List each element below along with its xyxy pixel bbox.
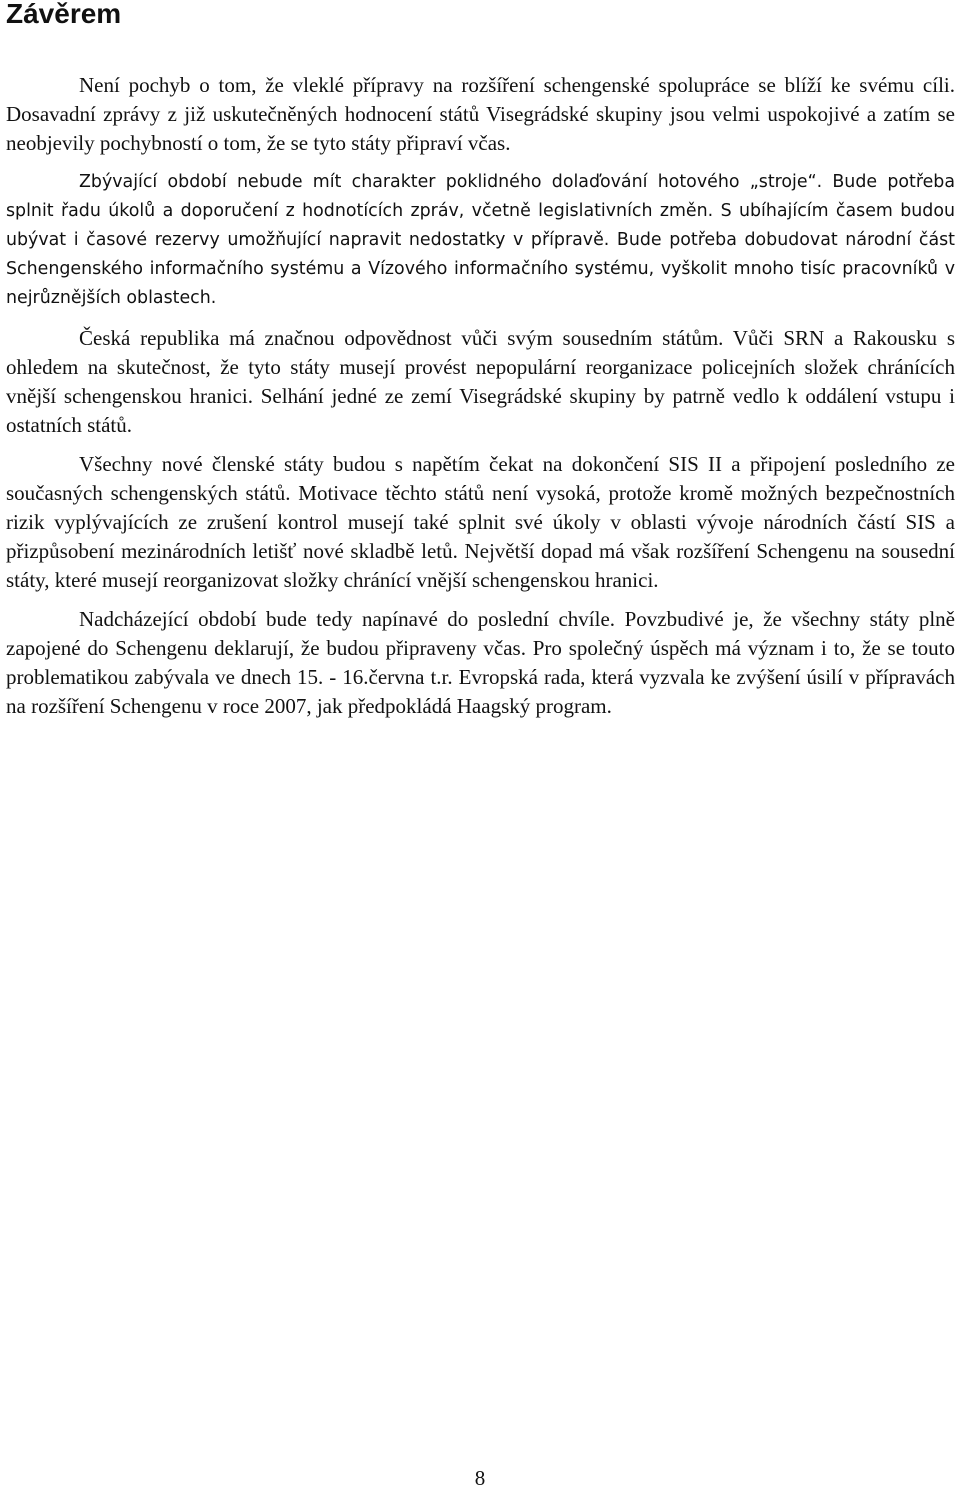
paragraph-new-member-states: Všechny nové členské státy budou s napětím čekat na dokončení SIS II a připojení posledního ze současných schengenských států. Motivace těchto států není vysoká, protože kromě možných bezpečnostních rizik vyplývajících ze zrušení kontrol musejí také splnit své úkoly v oblasti vývoje národních částí SIS a přizpůsobení mezinárodních letišť nové skladbě letů. Největší dopad má však rozšíření Schengenu na sousední státy, které musejí reorganizovat složky chránící vnější schengenskou hranici. xyxy=(6,452,955,592)
page-number: 8 xyxy=(474,1466,486,1490)
paragraph-intro: Není pochyb o tom, že vleklé přípravy na rozšíření schengenské spolupráce se blíží ke svému cíli. Dosavadní zprávy z již uskutečněných hodnocení států Visegrádské skupiny jsou velmi uspokojivé a zatím se neobjevily pochybností o tom, že se tyto státy připraví včas. xyxy=(6,73,955,155)
document-body xyxy=(6,71,955,731)
paragraph-czech-responsibility: Česká republika má značnou odpovědnost vůči svým sousedním státům. Vůči SRN a Rakousku s ohledem na skutečnost, že tyto státy musejí provést nepopulární reorganizace policejních složek chránících vnější schengenskou hranici. Selhání jedné ze zemí Visegrádské skupiny by patrně vedlo k oddálení vstupu i ostatních států. xyxy=(6,326,955,437)
paragraph-remaining-period: Zbývající období nebude mít charakter poklidného dolaďování hotového „stroje“. Bude potřeba splnit řadu úkolů a doporučení z hodnotících zpráv, včetně legislativních změn. S ubíhajícím časem budou ubývat i časové rezervy umožňující napravit nedostatky v přípravě. Bude potřeba dobudovat národní část Schengenského informačního systému a Vízového informačního systému, vyškolit mnoho tisíc pracovníků v nejrůznějších oblastech. xyxy=(6,172,955,308)
page-title: Závěrem xyxy=(6,0,122,29)
paragraph-upcoming-period: Nadcházející období bude tedy napínavé do poslední chvíle. Povzbudivé je, že všechny státy plně zapojené do Schengenu deklarují, že budou připraveny včas. Pro společný úspěch má význam i to, že se touto problematikou zabývala ve dnech 15. - 16.června t.r. Evropská rada, která vyzvala ke zvýšení úsilí v přípravách na rozšíření Schengenu v roce 2007, jak předpokládá Haagský program. xyxy=(6,607,955,718)
